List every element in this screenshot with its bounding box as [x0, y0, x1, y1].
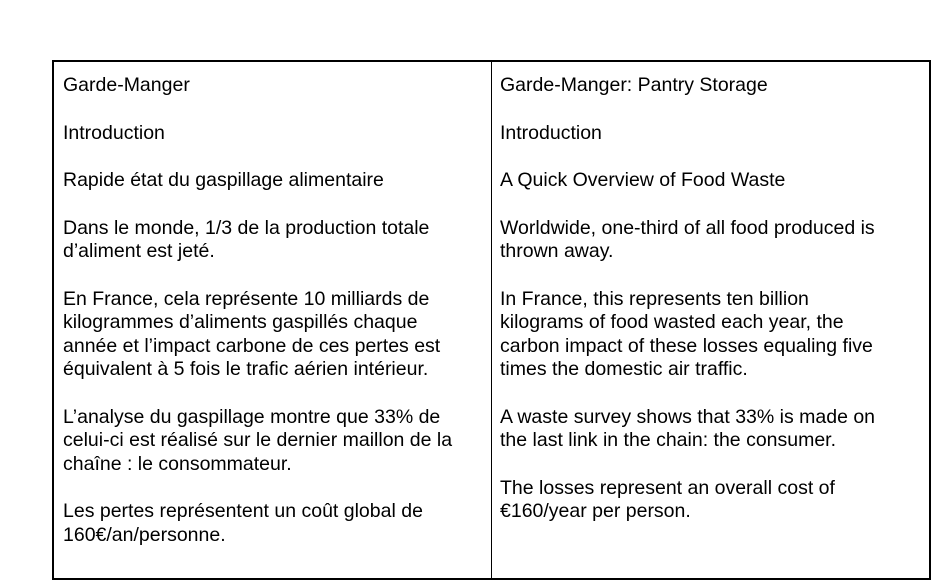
fr-paragraph: Dans le monde, 1/3 de la production totale d’aliment est jeté.	[63, 216, 430, 262]
en-subheading: A Quick Overview of Food Waste	[500, 169, 786, 191]
en-title: Garde-Manger: Pantry Storage	[500, 74, 768, 96]
en-paragraph: A waste survey shows that 33% is made on the last link in the chain: the consumer.	[500, 405, 876, 451]
fr-paragraph: Les pertes représentent un coût global de 160€/an/personne.	[63, 500, 423, 546]
en-paragraph: Worldwide, one-third of all food produced is thrown away.	[500, 216, 875, 262]
en-paragraph: In France, this represents ten billion kilograms of food wasted each year, the carbon impact of these losses equaling five times the domestic air traffic.	[500, 287, 873, 380]
fr-subheading: Rapide état du gaspillage alimentaire	[63, 169, 384, 191]
fr-paragraph: En France, cela représente 10 milliards de kilogrammes d’aliments gaspillés chaque année et l’impact carbone de ces pertes est équivalent à 5 fois le trafic aérien intérieur.	[63, 287, 441, 380]
en-heading-introduction: Introduction	[500, 121, 602, 144]
fr-heading-introduction: Introduction	[63, 121, 165, 144]
en-paragraph: The losses represent an overall cost of €160/year per person.	[500, 476, 835, 522]
french-column	[54, 62, 492, 578]
fr-paragraph: L’analyse du gaspillage montre que 33% de celui-ci est réalisé sur le dernier maillon de la chaîne : le consommateur.	[63, 405, 453, 475]
fr-title: Garde-Manger	[63, 74, 190, 96]
translation-table	[52, 60, 931, 580]
english-column	[492, 62, 929, 578]
